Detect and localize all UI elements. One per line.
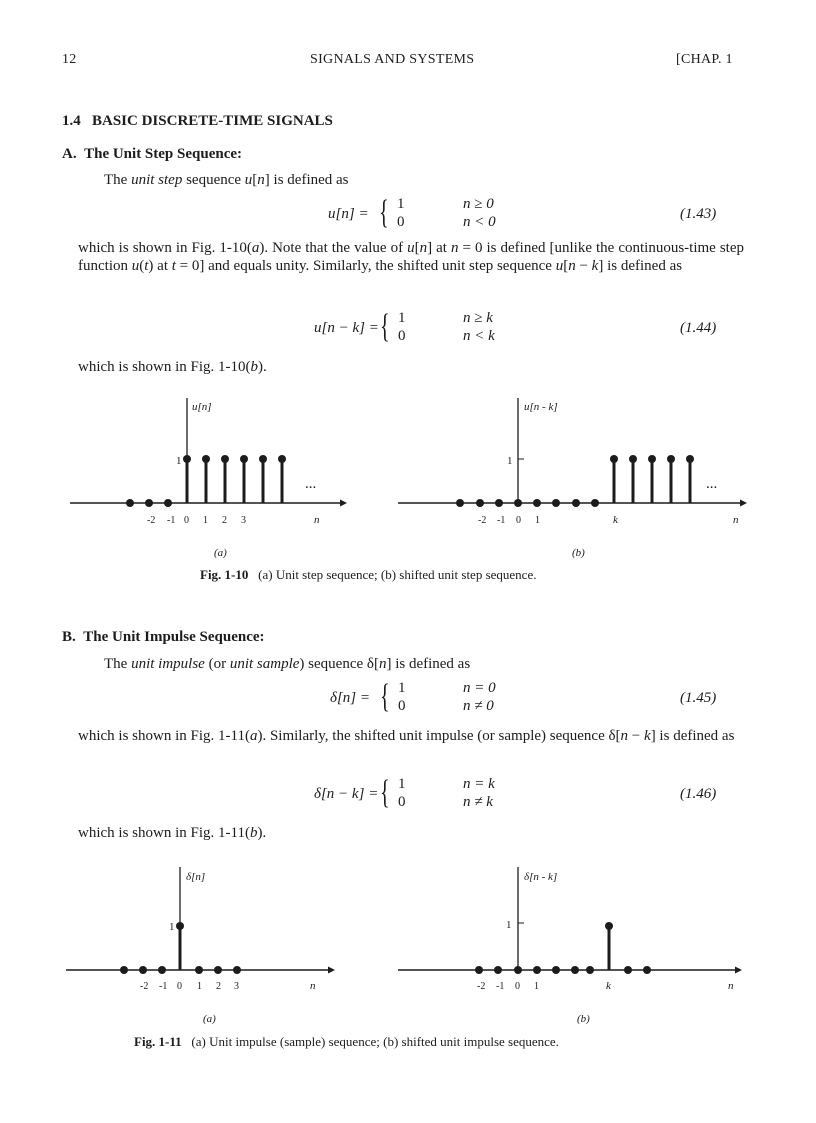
subsection-a-label: A. <box>62 146 77 162</box>
tick-label: 3 <box>234 981 239 992</box>
tick-label: -2 <box>477 981 486 992</box>
sample-point <box>624 966 632 974</box>
tick-label: 3 <box>241 515 246 526</box>
paragraph-a-intro: The unit step sequence u[n] is defined as <box>104 172 349 188</box>
stems <box>456 455 694 507</box>
sample-point <box>139 966 147 974</box>
sample-point <box>145 499 153 507</box>
tick-label: -1 <box>159 981 168 992</box>
equation-lhs: δ[n] = <box>330 690 371 706</box>
x-axis-label: n <box>314 514 320 526</box>
sample-point <box>456 499 464 507</box>
sample-point <box>605 922 613 930</box>
tick-label: 1 <box>534 981 539 992</box>
sample-point <box>475 966 483 974</box>
stems <box>126 455 286 507</box>
sample-point <box>514 499 522 507</box>
caption-label: Fig. 1-11 <box>134 1034 182 1049</box>
sample-point <box>643 966 651 974</box>
k-label: k <box>613 514 618 526</box>
case-2-condition: n ≠ 0 <box>463 698 494 714</box>
left-brace: { <box>380 308 390 345</box>
caption-label: Fig. 1-10 <box>200 567 249 582</box>
paragraph-a-end: which is shown in Fig. 1-10(b). <box>78 359 267 375</box>
section-number: 1.4 <box>62 113 81 129</box>
x-axis-arrow <box>740 500 747 507</box>
sample-point <box>533 966 541 974</box>
tick-label: 0 <box>516 515 521 526</box>
sample-point <box>176 922 184 930</box>
sample-point <box>183 455 191 463</box>
sample-point <box>586 966 594 974</box>
equation-number: (1.46) <box>680 786 717 802</box>
x-axis-label: n <box>733 514 739 526</box>
page-number: 12 <box>62 52 77 67</box>
equation-number: (1.44) <box>680 320 717 336</box>
caption-text: (a) Unit step sequence; (b) shifted unit step sequence. <box>258 567 537 582</box>
case-1-value: 1 <box>397 196 405 212</box>
sample-point <box>686 455 694 463</box>
sample-point <box>494 966 502 974</box>
unit-label: 1 <box>169 921 175 933</box>
case-2-condition: n ≠ k <box>463 794 493 810</box>
chapter-label: [CHAP. 1 <box>676 52 733 67</box>
x-axis-arrow <box>340 500 347 507</box>
sample-point <box>552 499 560 507</box>
subfigure-label: (b) <box>572 547 585 559</box>
unit-label: 1 <box>506 919 512 931</box>
tick-label: -2 <box>147 515 156 526</box>
sample-point <box>514 966 522 974</box>
case-2-value: 0 <box>398 794 406 810</box>
tick-label: 2 <box>216 981 221 992</box>
sample-point <box>240 455 248 463</box>
tick-label: 1 <box>197 981 202 992</box>
y-axis-label: δ[n - k] <box>524 871 558 883</box>
subsection-b-heading <box>62 629 265 646</box>
sample-point <box>126 499 134 507</box>
sample-point <box>120 966 128 974</box>
case-1-condition: n = k <box>463 776 495 792</box>
figure-1-11-caption <box>134 1034 559 1050</box>
paragraph-b-intro: The unit impulse (or unit sample) sequence δ[n] is defined as <box>104 656 471 672</box>
sample-point <box>202 455 210 463</box>
left-brace: { <box>380 774 390 811</box>
sample-point <box>629 455 637 463</box>
paragraph-b-end: which is shown in Fig. 1-11(b). <box>78 825 267 841</box>
case-1-condition: n = 0 <box>463 680 496 696</box>
subfigure-label: (a) <box>203 1013 216 1025</box>
equation-lhs: u[n] = <box>328 206 369 222</box>
case-2-value: 0 <box>398 698 406 714</box>
sample-point <box>667 455 675 463</box>
tick-label: -1 <box>496 981 505 992</box>
sample-point <box>648 455 656 463</box>
sample-point <box>572 499 580 507</box>
case-2-value: 0 <box>397 214 405 230</box>
sample-point <box>278 455 286 463</box>
sample-point <box>164 499 172 507</box>
subsection-b-title: The Unit Impulse Sequence: <box>83 629 265 645</box>
tick-label: -1 <box>167 515 176 526</box>
sample-point <box>214 966 222 974</box>
sample-point <box>552 966 560 974</box>
sample-point <box>610 455 618 463</box>
tick-label: -2 <box>478 515 487 526</box>
unit-label: 1 <box>176 455 182 467</box>
sample-point <box>476 499 484 507</box>
paragraph-a-body: which is shown in Fig. 1-10(a). Note that the value of u[n] at n = 0 is defined [unlike the continuous-time step function u(t) at t = 0] and equals unity. Similarly, the shifted unit step sequence u[n − k] is defined as <box>78 240 745 274</box>
tick-label: 0 <box>515 981 520 992</box>
tick-label: -1 <box>497 515 506 526</box>
sample-point <box>259 455 267 463</box>
x-axis-label: n <box>728 980 734 992</box>
sample-point <box>591 499 599 507</box>
equation-number: (1.43) <box>680 206 717 222</box>
tick-label: 1 <box>203 515 208 526</box>
paragraph-b-body: which is shown in Fig. 1-11(a). Similarly, the shifted unit impulse (or sample) sequence δ[n − k] is defined as <box>78 728 735 744</box>
subfigure-label: (a) <box>214 547 227 559</box>
sample-point <box>195 966 203 974</box>
k-label: k <box>606 980 611 992</box>
section-title: BASIC DISCRETE-TIME SIGNALS <box>92 113 333 129</box>
y-axis-label: δ[n] <box>186 871 206 883</box>
x-axis-arrow <box>328 967 335 974</box>
y-axis-label: u[n - k] <box>524 401 558 413</box>
case-1-value: 1 <box>398 776 406 792</box>
stems <box>475 922 651 974</box>
left-brace: { <box>380 678 390 715</box>
running-title: SIGNALS AND SYSTEMS <box>310 52 475 67</box>
case-1-condition: n ≥ 0 <box>463 196 494 212</box>
subsection-a-title: The Unit Step Sequence: <box>84 146 243 162</box>
sample-point <box>495 499 503 507</box>
stems <box>120 922 241 974</box>
sample-point <box>571 966 579 974</box>
sample-point <box>158 966 166 974</box>
tick-label: 0 <box>184 515 189 526</box>
tick-label: 2 <box>222 515 227 526</box>
case-1-value: 1 <box>398 310 406 326</box>
left-brace: { <box>379 194 389 231</box>
case-2-value: 0 <box>398 328 406 344</box>
ellipsis: ... <box>305 476 317 492</box>
subsection-b-label: B. <box>62 629 76 645</box>
tick-label: 1 <box>535 515 540 526</box>
x-axis-arrow <box>735 967 742 974</box>
ellipsis: ... <box>706 476 718 492</box>
caption-text: (a) Unit impulse (sample) sequence; (b) shifted unit impulse sequence. <box>191 1034 559 1049</box>
x-axis-label: n <box>310 980 316 992</box>
sample-point <box>233 966 241 974</box>
tick-label: 0 <box>177 981 182 992</box>
figure-1-10-caption <box>200 567 536 583</box>
equation-lhs: u[n − k] = <box>314 320 379 336</box>
equation-lhs: δ[n − k] = <box>314 786 379 802</box>
sample-point <box>533 499 541 507</box>
unit-label: 1 <box>507 455 513 467</box>
equation-number: (1.45) <box>680 690 717 706</box>
case-2-condition: n < 0 <box>463 214 496 230</box>
case-1-value: 1 <box>398 680 406 696</box>
sample-point <box>221 455 229 463</box>
subfigure-label: (b) <box>577 1013 590 1025</box>
case-1-condition: n ≥ k <box>463 310 493 326</box>
y-axis-label: u[n] <box>192 401 212 413</box>
case-2-condition: n < k <box>463 328 495 344</box>
tick-label: -2 <box>140 981 149 992</box>
